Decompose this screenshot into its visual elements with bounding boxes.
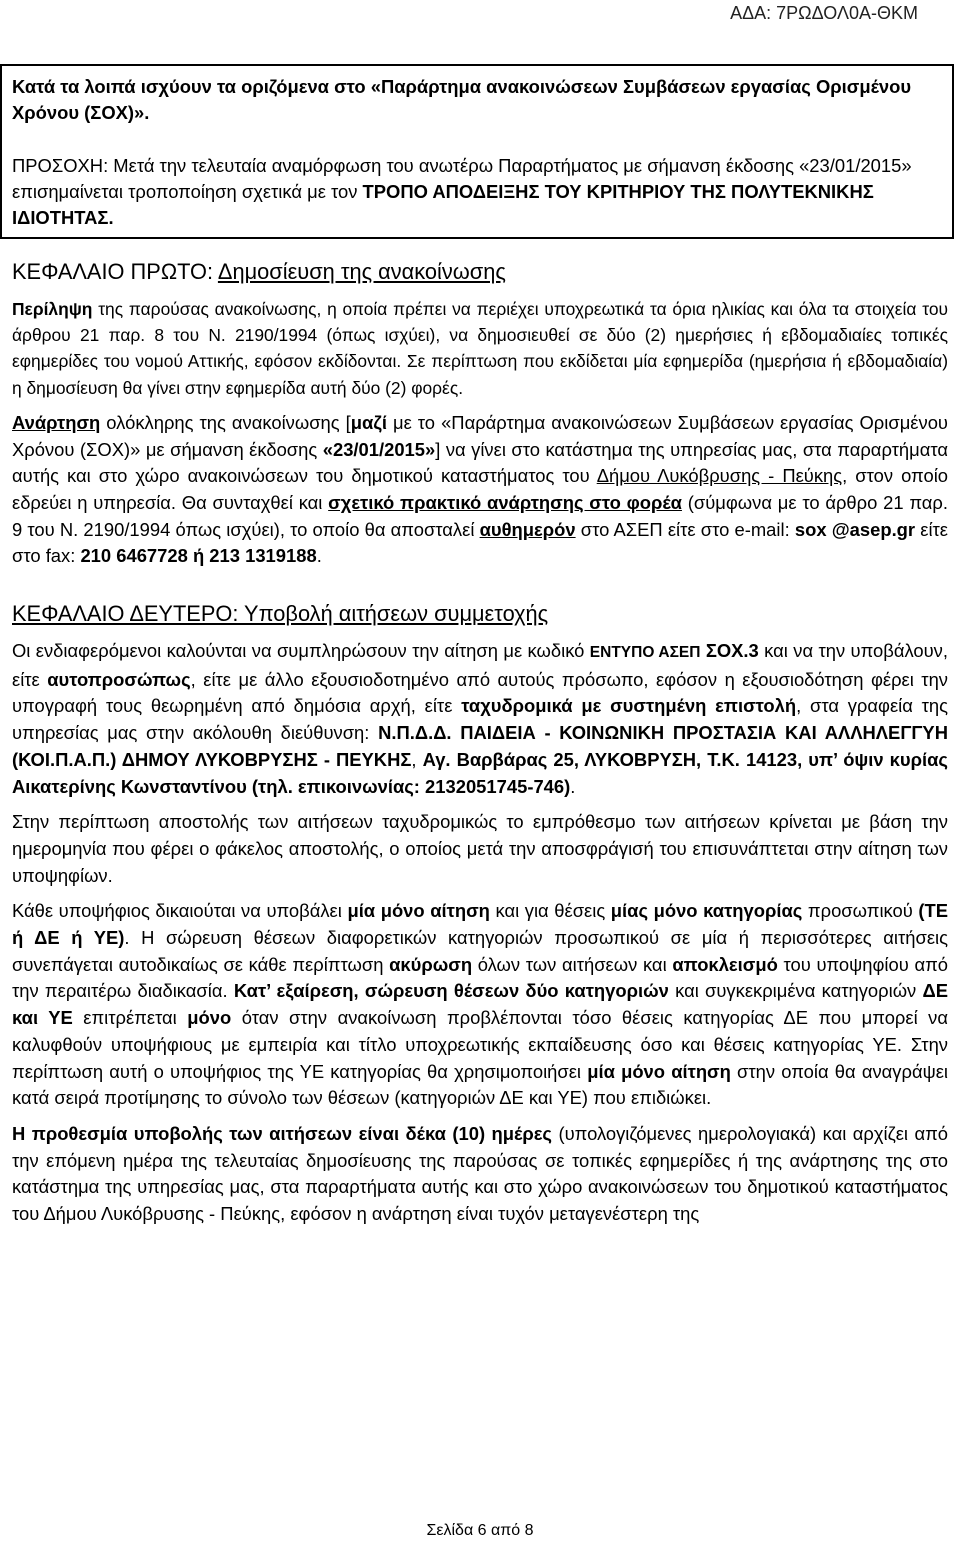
deadline-text: (υπολογιζόμενες ημερολογιακά) και αρχίζει από την επόμενη ημέρα της τελευταίας δημοσίευσης της παρούσας σε τοπικές εφημερίδες ή της ανάρτησης της στο κατάστημα της υπηρεσίας μας, στα παραρτήματα αυτής και στο χώρο ανακοινώσεων του δημοτικού καταστήματος του Δήμου Λυκόβρυσης - Πεύκης, εφόσον η ανάρτηση είναι τυχόν μεταγενέστερη της xyxy=(12,1122,948,1225)
app-comma: , xyxy=(411,748,423,770)
single-text-11: του υποψηφίου από την περαιτέρω διαδικασία. xyxy=(12,953,949,1002)
posting-text-5: , στον οποίο εδρεύει η υπηρεσία. Θα συνταχθεί και xyxy=(12,465,949,513)
single-text-13: και συγκεκριμένα κατηγοριών xyxy=(668,980,923,1002)
notice-box xyxy=(0,64,954,239)
single-application-paragraph xyxy=(12,898,948,1112)
posting-municipality: Δήμου Λυκόβρυσης - Πεύκης xyxy=(596,465,843,487)
single-text-3: και για θέσεις xyxy=(489,900,611,922)
app-text-4: , στα γραφεία της υπηρεσίας μας στην ακόλουθη διεύθυνση: xyxy=(12,695,948,744)
app-text-2: και να την υποβάλουν, είτε xyxy=(12,640,948,690)
single-text-10: αποκλεισμό xyxy=(672,953,778,975)
ada-code: ΑΔΑ: 7ΡΩΔΟΛ0Α-ΘΚΜ xyxy=(730,3,918,23)
chapter-one-heading xyxy=(12,258,948,286)
chapter-one-subtitle: Δημοσίευση της ανακοίνωσης xyxy=(217,259,506,284)
single-text-4: μίας μόνο κατηγορίας xyxy=(610,900,803,922)
single-text-16: μόνο xyxy=(187,1007,232,1029)
summary-paragraph xyxy=(12,296,948,401)
warning-text: : Μετά την τελευταία αναμόρφωση του ανωτέρω Παραρτήματος με σήμανση έκδοσης «23/01/2015» επισημαίνεται τροποποίηση σχετικά με τον xyxy=(12,154,912,202)
notice-line: Κατά τα λοιπά ισχύουν τα οριζόμενα στο «Παράρτημα ανακοινώσεων Συμβάσεων εργασίας Ορισμένου Χρόνου (ΣΟΧ)». xyxy=(12,76,912,124)
posting-date: «23/01/2015» xyxy=(322,438,436,460)
single-text-9: όλων των αιτήσεων και xyxy=(472,953,673,975)
form-code: ΕΝΤΥΠΟ ΑΣΕΠ xyxy=(589,644,701,662)
single-text-1: Κάθε υποψήφιος δικαιούται να υποβάλει xyxy=(12,900,348,922)
fax-number: 210 6467728 ή 213 1319188 xyxy=(80,545,317,567)
posting-text-4: ] να γίνει στο κατάστημα της υπηρεσίας μας, στα παραρτήματα αυτής και στο χώρο ανακοινώσεων του δημοτικού καταστήματος του xyxy=(12,438,948,487)
page-content xyxy=(12,258,948,1228)
postal-paragraph: Στην περίπτωση αποστολής των αιτήσεων ταχυδρομικώς το εμπρόθεσμο των αιτήσεων κρίνεται με βάση την ημερομηνία που φέρει ο φάκελος αποστολής, ο οποίος μετά την αποσφράγισή του επισυνάπτεται στην αίτηση των υποψηφίων. xyxy=(12,811,948,886)
summary-text: της παρούσας ανακοίνωσης, η οποία πρέπει να περιέχει υποχρεωτικά τα όρια ηλικίας και όλα τα στοιχεία του άρθρου 21 παρ. 8 του Ν. 2190/1994 (όπως ισχύει), να δημοσιευθεί σε δύο (2) ημερήσιες ή εβδομαδιαίες τοπικές εφημερίδες του νομού Αττικής, εφόσον εκδίδονται. Σε περίπτωση που εκδίδεται μία εφημερίδα (ημερήσια ή εβδομαδιαία) η δημοσίευση θα γίνει στην εφημερίδα αυτή δύο (2) φορές. xyxy=(12,299,948,398)
single-text-18: μία μόνο αίτηση xyxy=(587,1060,731,1082)
chapter-two-heading: ΚΕΦΑΛΑΙΟ ΔΕΥΤΕΡΟ: Υποβολή αιτήσεων συμμετοχής xyxy=(12,601,549,627)
summary-label: Περίληψη xyxy=(12,299,93,319)
posting-label: Ανάρτηση xyxy=(12,411,101,433)
posting-end: . xyxy=(316,545,322,567)
single-text-19: στην οποία θα αναγράψει κατά σειρά προτίμησης το σύνολο των θέσεων (κατηγοριών ΔΕ και ΥΕ) που επιδιώκει. xyxy=(12,1060,948,1109)
in-person: αυτοπροσώπως xyxy=(47,668,191,690)
single-text-5: προσωπικού xyxy=(802,900,919,922)
deadline-paragraph xyxy=(12,1121,948,1228)
single-text-14: ΔΕ και ΥΕ xyxy=(12,980,948,1029)
single-text-17: όταν στην ανακοίνωση προβλέπονται τόσο θέσεις κατηγορίας ΔΕ που μπορεί να καλυφθούν υποψήφιους με εμπειρία και τίτλο υποχρεωτικής εκπαίδευσης όσο και θέσεις κατηγορίας ΥΕ. Στην περίπτωση αυτή ο υποψήφιος της ΥΕ κατηγορίας θα χρησιμοποιήσει xyxy=(12,1007,948,1082)
address-contact: Αγ. Βαρβάρας 25, ΛΥΚΟΒΡΥΣΗ, Τ.Κ. 14123, υπ’ όψιν κυρίας Αικατερίνης Κωνσταντίνου (τηλ. επικοινωνίας: 2132051745-746) xyxy=(12,748,948,797)
notice-warning xyxy=(12,153,942,232)
app-end: . xyxy=(570,775,576,797)
chapter-one-title: ΚΕΦΑΛΑΙΟ ΠΡΩΤΟ: xyxy=(12,259,218,284)
single-text-12: Κατ’ εξαίρεση, σώρευση θέσεων δύο κατηγοριών xyxy=(233,980,669,1002)
page-number: Σελίδα 6 από 8 xyxy=(426,1522,534,1539)
posting-text-8: είτε στο fax: xyxy=(12,518,948,567)
organization-name: Ν.Π.Δ.Δ. ΠΑΙΔΕΙΑ - ΚΟΙΝΩΝΙΚΗ ΠΡΟΣΤΑΣΙΑ ΚΑΙ ΑΛΛΗΛΕΓΓΥΗ (ΚΟΙ.Π.Α.Π.) ΔΗΜΟΥ ΛΥΚΟΒΡΥΣΗΣ - ΠΕΥΚΗΣ xyxy=(12,722,948,770)
deadline-emphasis: Η προθεσμία υποβολής των αιτήσεων είναι δέκα (10) ημέρες xyxy=(12,1122,552,1144)
warning-label: ΠΡΟΣΟΧΗ xyxy=(12,154,104,176)
form-number: ΣΟΧ.3 xyxy=(705,640,759,662)
posting-text-3: με το «Παράρτημα ανακοινώσεων Συμβάσεων εργασίας Ορισμένου Χρόνου (ΣΟΧ)» με σήμανση έκδοσης xyxy=(12,411,948,460)
single-text-8: ακύρωση xyxy=(389,953,473,975)
posting-text-6: (σύμφωνα με το άρθρο 21 παρ. 9 του Ν. 2190/1994 όπως ισχύει), το οποίο θα αποσταλεί xyxy=(12,491,948,540)
single-text-15: επιτρέπεται xyxy=(72,1007,188,1029)
email-link[interactable]: sox @asep.gr xyxy=(794,518,916,540)
single-text-2: μία μόνο αίτηση xyxy=(347,900,490,922)
app-text-3: , είτε με άλλο εξουσιοδοτημένο από αυτούς πρόσωπο, εφόσον η εξουσιοδότηση φέρει την υπογραφή τους θεωρημένη από δημόσια αρχή, είτε xyxy=(12,668,948,717)
single-text-6: (ΤΕ ή ΔΕ ή ΥΕ) xyxy=(12,900,948,949)
application-paragraph xyxy=(12,638,948,800)
posting-text-7: στο ΑΣΕΠ είτε στο e-mail: xyxy=(575,518,795,540)
posting-paragraph xyxy=(12,410,948,570)
posting-sameday: αυθημερόν xyxy=(479,518,576,540)
app-text-1: Οι ενδιαφερόμενοι καλούνται να συμπληρώσουν την αίτηση με κωδικό xyxy=(12,640,590,662)
warning-emphasis: ΤΡΟΠΟ ΑΠΟΔΕΙΞΗΣ ΤΟΥ ΚΡΙΤΗΡΙΟΥ ΤΗΣ ΠΟΛΥΤΕΚΝΙΚΗΣ ΙΔΙΟΤΗΤΑΣ. xyxy=(12,180,874,229)
registered-mail: ταχυδρομικά με συστημένη επιστολή xyxy=(461,695,797,717)
posting-text-1: ολόκληρης της ανακοίνωσης [ xyxy=(100,411,351,433)
single-text-7: . Η σώρευση θέσεων διαφορετικών κατηγοριών προσωπικού σε μία ή περισσότερες αιτήσεις συνεπάγεται αυτοδικαίως σε κάθε περίπτωση xyxy=(12,927,948,975)
posting-text-2: μαζί xyxy=(350,411,387,433)
posting-record: σχετικό πρακτικό ανάρτησης στο φορέα xyxy=(328,491,682,513)
